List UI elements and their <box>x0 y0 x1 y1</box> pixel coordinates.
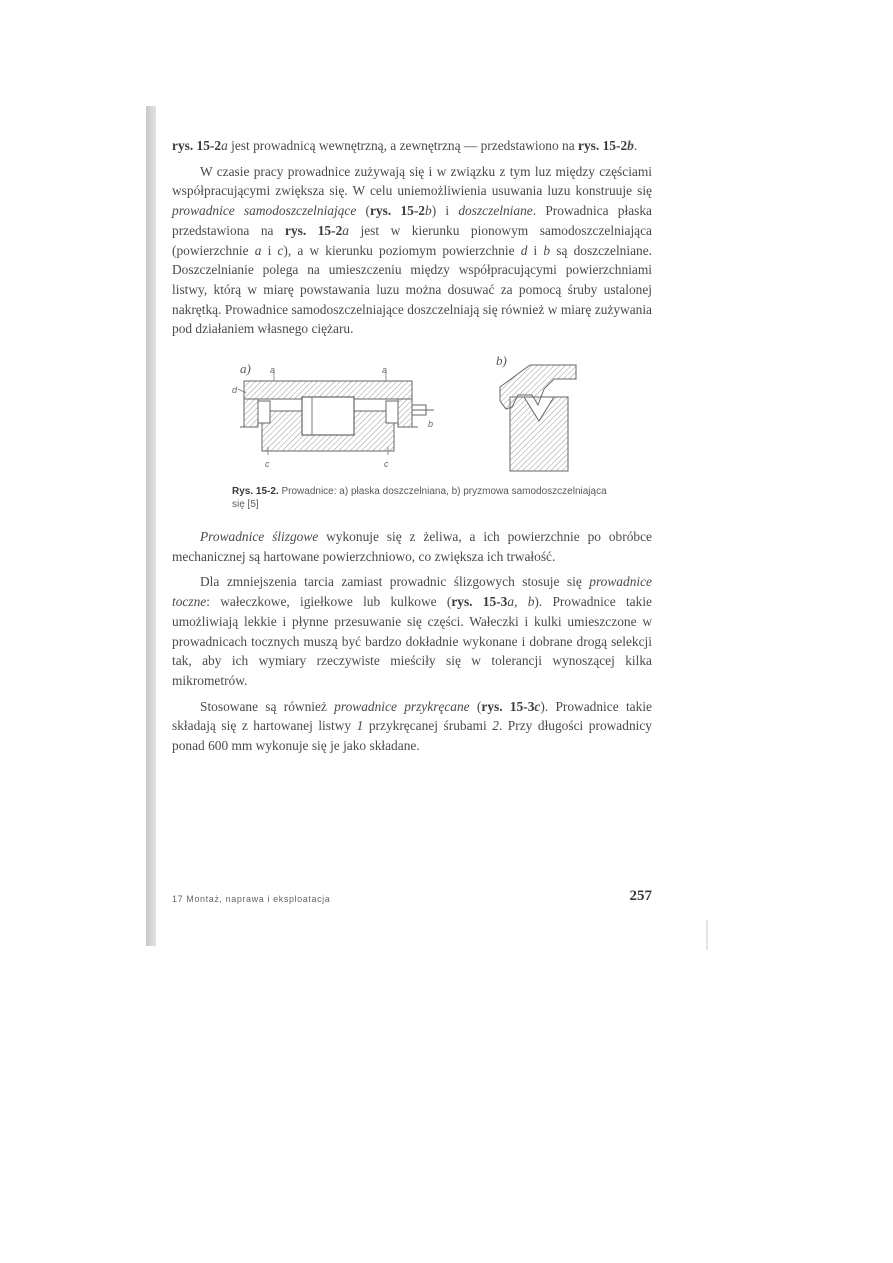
text-run: Dla zmniejszenia tarcia zamiast prowadnic ślizgowych stosuje się <box>200 574 590 590</box>
text-run: jest prowadnicą wewnętrzną, a zewnętrzną — przedstawiono na <box>227 138 579 153</box>
paragraph <box>172 697 652 756</box>
mark-c-left: c <box>265 459 270 470</box>
text-run: prowadnice samodoszczelniające <box>172 203 357 219</box>
text-run: 2 <box>492 718 499 734</box>
text-run: W czasie pracy prowadnice zużywają się i w związku z tym luz między częściami współpracującymi zwiększa się. W celu uniemożliwienia usuwania luzu konstruuje się <box>172 163 652 199</box>
mark-d: d <box>232 385 238 396</box>
text-run: b <box>424 203 432 219</box>
text-run: Stosowane są również <box>200 698 335 714</box>
text-run: przykręcanej śrubami <box>363 718 493 734</box>
text-run: , <box>514 594 528 610</box>
page-number: 257 <box>629 888 652 904</box>
page-content <box>172 136 652 762</box>
text-run: ( <box>469 698 482 714</box>
text-run: b <box>627 138 634 153</box>
footer-chapter: 17 Montaż, naprawa i eksploatacja <box>172 894 331 904</box>
caption-number: Rys. 15-2. <box>232 486 279 498</box>
paragraph <box>172 527 652 566</box>
text-run: . Prowadnica płaska przedstawiona na <box>172 203 653 238</box>
paragraph <box>172 162 652 339</box>
text-run: b <box>527 594 535 610</box>
text-run: jest w kierunku pionowym samodoszczelniająca (powierzchnie <box>172 222 652 258</box>
text-run: 1 <box>356 718 364 734</box>
text-run: . Przy długości prowadnicy ponad 600 mm wykonuje się je jako składane. <box>172 718 652 754</box>
text-run: ). Prowadnice takie składają się z hartowanej listwy <box>172 698 652 734</box>
caption-text: Prowadnice: a) płaska doszczelniana, b) pryzmowa samodoszczelniająca się [5] <box>232 486 607 511</box>
text-run: a <box>221 138 228 153</box>
text-run: rys. 15-3 <box>451 594 508 610</box>
text-run: rys. 15-2 <box>370 203 425 219</box>
mark-a-right: a <box>382 365 388 376</box>
text-run: ), a w kierunku poziomym powierzchnie <box>283 242 521 258</box>
text-run: c <box>534 698 541 714</box>
mark-b: b <box>428 419 434 430</box>
figure-caption <box>232 485 612 511</box>
text-run: i <box>527 242 544 258</box>
figure-15-2 <box>172 353 652 477</box>
text-section-bottom <box>172 527 652 756</box>
text-run: i <box>261 242 278 258</box>
text-section-top <box>172 136 652 339</box>
flat-guide-drawing <box>238 371 434 455</box>
text-run: rys. 15-2 <box>285 222 343 238</box>
text-run: a <box>342 222 349 238</box>
text-run: prowadnice toczne <box>172 574 652 610</box>
figure-label-a: a) <box>240 361 251 377</box>
text-run: Prowadnice ślizgowe <box>200 529 319 545</box>
text-run: są doszczelniane. Doszczelnianie polega na umieszczeniu między współpracującymi powierzchniami listwy, którą w miarę powstawania luzu można dosuwać za pomocą śruby ustalonej nakrętką. Prowadnice samodoszczelniające doszczelniają się również w miarę zużywania pod działaniem własnego ciężaru. <box>172 242 653 337</box>
page-edge-shadow <box>146 106 156 946</box>
text-run: . <box>633 138 638 153</box>
text-run: ). Prowadnice takie umożliwiają lekkie i płynne przesuwanie się części. Wałeczki i kulki umieszczone w prowadnicach tocznych muszą być bardzo dokładnie wykonane i dobrane drogą selekcji tak, aby ich wymiary rzeczywiste mieściły się w tolerancji wynoszącej kilka mikrometrów. <box>172 594 652 688</box>
text-run: a <box>507 594 515 610</box>
prism-guide-drawing <box>500 365 576 471</box>
mark-c-right: c <box>384 459 389 470</box>
paragraph <box>172 136 652 156</box>
paragraph <box>172 572 652 690</box>
text-run: wykonuje się z żeliwa, a ich powierzchnie po obróbce mechanicznej są hartowane powierzchniowo, co zwiększa ich trwałość. <box>172 529 652 564</box>
text-run: rys. 15-3 <box>481 698 535 714</box>
text-run: : wałeczkowe, igiełkowe lub kulkowe ( <box>206 594 452 610</box>
text-run: rys. 15-2 <box>172 138 222 153</box>
text-run: doszczelniane <box>458 203 533 219</box>
text-run: d <box>520 242 528 258</box>
text-run: c <box>277 242 284 258</box>
text-run: ( <box>356 203 370 219</box>
mark-a-left: a <box>270 365 276 376</box>
figure-label-b: b) <box>496 353 507 369</box>
text-run: rys. 15-2 <box>578 138 628 153</box>
text-run: prowadnice przykręcane <box>334 698 470 714</box>
page-footer <box>172 888 652 908</box>
page-edge-mark <box>706 920 708 950</box>
text-run: a <box>254 242 262 258</box>
text-run: ) i <box>431 203 459 219</box>
text-run: b <box>543 242 551 258</box>
